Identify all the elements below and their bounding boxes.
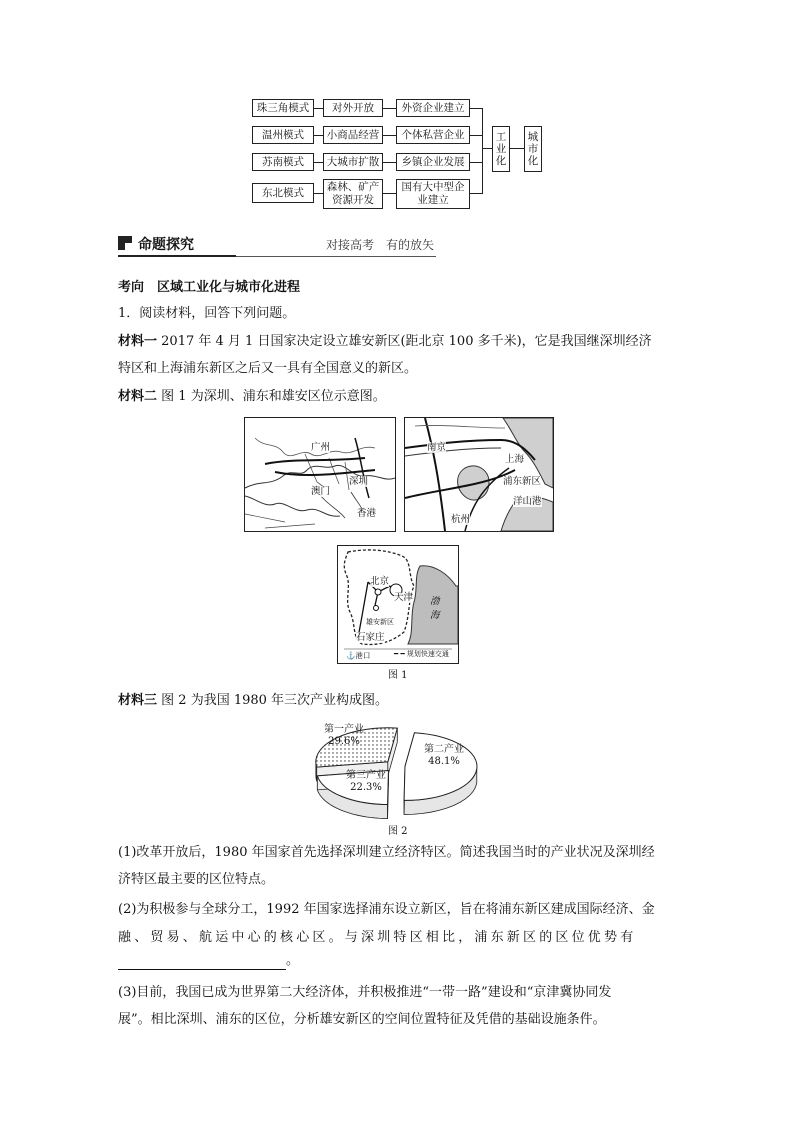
map-legend-port: ⚓港口: [346, 651, 371, 660]
map-legend-rail: ━ ━ 规划快速交通: [394, 650, 449, 658]
flow-model-box: 珠三角模式: [252, 99, 314, 117]
map-label-shanghai: 上海: [505, 454, 525, 465]
question2-line2: 融、贸易、航运中心的核心区。与深圳特区相比，浦东新区的区位优势有: [118, 930, 637, 945]
pie-chart: [300, 716, 490, 834]
question1-line1: (1)改革开放后，1980 年国家首先选择深圳建立经济特区。简述我国当时的产业状况及深圳经: [118, 845, 655, 860]
pie-label-primary-value: 29.6%: [328, 736, 360, 747]
pie-label-secondary: [414, 744, 474, 768]
map-xiongan-drawing: [338, 546, 458, 663]
flow-step1-box: 小商品经营: [323, 126, 383, 144]
flow-step1-box: 对外开放: [323, 99, 383, 117]
map-label-shenzhen: 深圳: [349, 476, 369, 487]
map-label-xiongan: 雄安新区: [366, 618, 394, 626]
figure2-caption: 图 2: [388, 826, 408, 837]
industrialization-box: 工业化: [492, 126, 510, 172]
flow-model-box: 东北模式: [252, 183, 314, 203]
material2-text: 图 1 为深圳、浦东和雄安区位示意图。: [161, 389, 386, 404]
map-label-bohai-2: 海: [430, 610, 440, 621]
question2-line1: (2)为积极参与全球分工，1992 年国家选择浦东设立新区，旨在将浦东新区建成国际经济、金: [118, 902, 655, 917]
material2-label: 材料二: [118, 389, 158, 404]
flow-connector: [470, 108, 482, 109]
flow-connector: [470, 162, 482, 163]
flow-step2-box: 国有大中型企业建立: [396, 179, 470, 209]
question1-line2: 济特区最主要的区位特点。: [118, 872, 275, 887]
flow-arrow: [510, 148, 524, 149]
flow-arrow: [383, 108, 396, 109]
section-title: 命题探究: [138, 237, 194, 253]
map-legend-rail-label: 规划快速交通: [406, 650, 449, 658]
map-legend-port-label: 港口: [355, 651, 371, 660]
map-label-pudong: 浦东新区: [503, 476, 542, 487]
flow-step2-box: 乡镇企业发展: [396, 153, 470, 171]
map-label-shijiazhuang: 石家庄: [356, 632, 385, 643]
urbanization-box: 城市化: [524, 126, 542, 172]
question2-end: 。: [286, 953, 300, 968]
flow-arrow: [383, 162, 396, 163]
pie-label-tertiary-value: 22.3%: [350, 782, 382, 793]
question3-line1: (3)目前，我国已成为世界第二大经济体，并积极推进“一带一路”建设和“京津冀协同发: [118, 985, 612, 1000]
section-subtitle: 对接高考 有的放矢: [326, 238, 435, 252]
flow-arrow: [314, 162, 323, 163]
flow-connector: [470, 135, 482, 136]
flow-arrow: [314, 108, 323, 109]
map-label-nanjing: 南京: [427, 442, 447, 453]
material1-line2: 特区和上海浦东新区之后又一具有全国意义的新区。: [118, 361, 418, 376]
question3-line2: 展”。相比深圳、浦东的区位，分析雄安新区的空间位置特征及凭借的基础设施条件。: [118, 1012, 606, 1027]
pie-label-tertiary: [336, 770, 396, 794]
flow-arrow: [383, 193, 396, 194]
flow-model-box: 苏南模式: [252, 153, 314, 171]
flow-model-box: 温州模式: [252, 126, 314, 144]
map-label-tianjin: 天津: [394, 592, 414, 603]
material3-line: [118, 692, 388, 710]
material1-line1: [118, 333, 652, 351]
flow-step1-box: 大城市扩散: [323, 153, 383, 171]
flow-connector: [482, 108, 483, 194]
flow-step2-box: 外资企业建立: [396, 99, 470, 117]
map-label-guangzhou: 广州: [311, 442, 331, 453]
map-label-hangzhou: 杭州: [451, 514, 471, 525]
pie-label-primary-name: 第一产业: [324, 724, 364, 735]
map-label-beijing: 北京: [370, 576, 390, 587]
map-label-macau: 澳门: [311, 486, 331, 497]
section-marker-corner: [125, 243, 132, 250]
question-intro: 1．阅读材料，回答下列问题。: [118, 306, 296, 321]
map-label-yangshan: 洋山港: [513, 496, 542, 507]
map-label-hongkong: 香港: [357, 508, 377, 519]
question2-answer-line: [118, 952, 299, 970]
flow-arrow: [383, 135, 396, 136]
flow-arrow: [314, 193, 323, 194]
material2-line: [118, 388, 386, 406]
pie-label-tertiary-name: 第三产业: [346, 770, 386, 781]
flow-connector: [470, 193, 482, 194]
section-rule-accent: [118, 255, 236, 257]
flow-connector: [482, 148, 492, 149]
answer-blank[interactable]: [118, 955, 286, 970]
map-xiongan: [337, 545, 459, 664]
pie-label-secondary-name: 第二产业: [424, 744, 464, 755]
map-pudong-drawing: [405, 418, 553, 531]
material1-label: 材料一: [118, 334, 158, 349]
figure1-caption: 图 1: [388, 670, 408, 681]
map-pudong: [404, 417, 554, 532]
pie-label-primary: [314, 724, 374, 748]
material1-text: 2017 年 4 月 1 日国家决定设立雄安新区(距北京 100 多千米)，它是我国继深圳经济: [161, 334, 652, 349]
pie-label-secondary-value: 48.1%: [428, 756, 460, 767]
flow-step1-box: 森林、矿产资源开发: [323, 179, 383, 209]
flow-step2-box: 个体私营企业: [396, 126, 470, 144]
material3-label: 材料三: [118, 693, 158, 708]
material3-text: 图 2 为我国 1980 年三次产业构成图。: [161, 693, 389, 708]
topic-heading: 考向 区域工业化与城市化进程: [118, 280, 301, 295]
map-label-bohai-1: 渤: [430, 596, 440, 607]
flow-arrow: [314, 135, 323, 136]
map-shenzhen: [244, 417, 396, 532]
